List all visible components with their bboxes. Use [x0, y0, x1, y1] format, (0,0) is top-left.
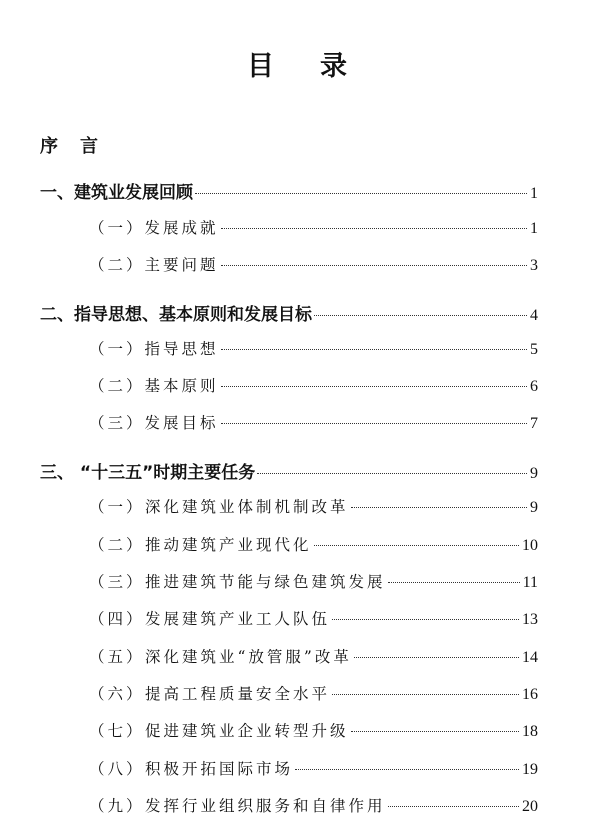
section-number: （一）	[89, 340, 145, 358]
page-number: 1	[530, 220, 538, 237]
section-label: 积极开拓国际市场	[145, 760, 294, 778]
section-label: 主要问题	[144, 256, 219, 274]
page-number: 19	[522, 761, 538, 778]
section-number: （五）	[89, 648, 145, 666]
preface-part-1: 序	[40, 136, 58, 157]
toc-section-3-7[interactable]	[89, 719, 538, 743]
section-number: （二）	[89, 377, 145, 395]
section-label: 发展成就	[144, 219, 219, 237]
toc-chapter-2[interactable]	[40, 300, 538, 324]
section-label: 基本原则	[144, 377, 219, 395]
section-label: 深化建筑业“放管服”改革	[145, 648, 352, 666]
page-number: 16	[522, 686, 538, 703]
section-number: （一）	[89, 219, 145, 237]
toc-section-3-5[interactable]	[89, 645, 538, 669]
section-number: （三）	[89, 573, 145, 591]
toc-chapter-3[interactable]	[40, 458, 538, 482]
section-label: 发展建筑产业工人队伍	[145, 610, 331, 628]
toc-section-3-4[interactable]	[89, 607, 538, 631]
section-number: （八）	[89, 760, 145, 778]
page-number: 10	[522, 537, 538, 554]
chapter-label: 二、指导思想、基本原则和发展目标	[40, 305, 312, 325]
toc-preface[interactable]	[40, 132, 98, 158]
page-number: 1	[530, 185, 538, 202]
section-label: 发展目标	[144, 414, 219, 432]
toc-section-3-9[interactable]	[89, 794, 538, 818]
page-number: 4	[530, 307, 538, 324]
dot-leader	[351, 731, 519, 732]
page-number: 13	[522, 611, 538, 628]
title-part-2: 录	[320, 51, 349, 82]
section-label: 发挥行业组织服务和自律作用	[145, 797, 386, 815]
dot-leader	[295, 769, 519, 770]
section-number: （四）	[89, 610, 145, 628]
toc-section-2-2[interactable]	[89, 374, 538, 398]
page-number: 18	[522, 723, 538, 740]
dot-leader	[257, 473, 527, 474]
section-number: （三）	[89, 414, 145, 432]
section-label: 提高工程质量安全水平	[145, 685, 331, 703]
section-label: 深化建筑业体制机制改革	[145, 498, 349, 516]
section-number: （六）	[89, 685, 145, 703]
dot-leader	[221, 349, 527, 350]
chapter-label: 三、 “十三五”时期主要任务	[40, 463, 256, 483]
toc-section-3-8[interactable]	[89, 757, 538, 781]
page-number: 20	[522, 798, 538, 815]
dot-leader	[388, 582, 520, 583]
page-number: 11	[522, 574, 538, 591]
dot-leader	[221, 423, 527, 424]
toc-section-3-6[interactable]	[89, 682, 538, 706]
page-number: 6	[530, 378, 538, 395]
page-number: 14	[522, 649, 538, 666]
toc-section-2-1[interactable]	[89, 337, 538, 361]
toc-section-1-2[interactable]	[89, 253, 538, 277]
section-number: （七）	[89, 722, 145, 740]
dot-leader	[351, 507, 527, 508]
toc-section-2-3[interactable]	[89, 411, 538, 435]
section-number: （九）	[89, 797, 145, 815]
dot-leader	[332, 694, 519, 695]
dot-leader	[195, 193, 527, 194]
section-label: 推动建筑产业现代化	[145, 536, 312, 554]
toc-section-3-2[interactable]	[89, 533, 538, 557]
toc-section-3-3[interactable]	[89, 570, 538, 594]
dot-leader	[221, 265, 527, 266]
dot-leader	[332, 619, 519, 620]
section-number: （二）	[89, 256, 145, 274]
dot-leader	[221, 386, 527, 387]
page-number: 3	[530, 257, 538, 274]
section-label: 指导思想	[144, 340, 219, 358]
page-number: 9	[530, 499, 538, 516]
page-number: 9	[530, 465, 538, 482]
toc-section-3-1[interactable]	[89, 495, 538, 519]
title-part-1: 目	[247, 51, 276, 82]
section-number: （一）	[89, 498, 145, 516]
page-title	[0, 44, 596, 83]
toc-section-1-1[interactable]	[89, 216, 538, 240]
section-label: 推进建筑节能与绿色建筑发展	[145, 573, 386, 591]
page-number: 5	[530, 341, 538, 358]
dot-leader	[388, 806, 519, 807]
dot-leader	[314, 315, 527, 316]
dot-leader	[354, 657, 519, 658]
section-label: 促进建筑业企业转型升级	[145, 722, 349, 740]
page-number: 7	[530, 415, 538, 432]
dot-leader	[221, 228, 527, 229]
chapter-label: 一、建筑业发展回顾	[40, 183, 193, 203]
section-number: （二）	[89, 536, 145, 554]
dot-leader	[314, 545, 519, 546]
toc-chapter-1[interactable]	[40, 178, 538, 202]
preface-part-2: 言	[80, 136, 98, 157]
